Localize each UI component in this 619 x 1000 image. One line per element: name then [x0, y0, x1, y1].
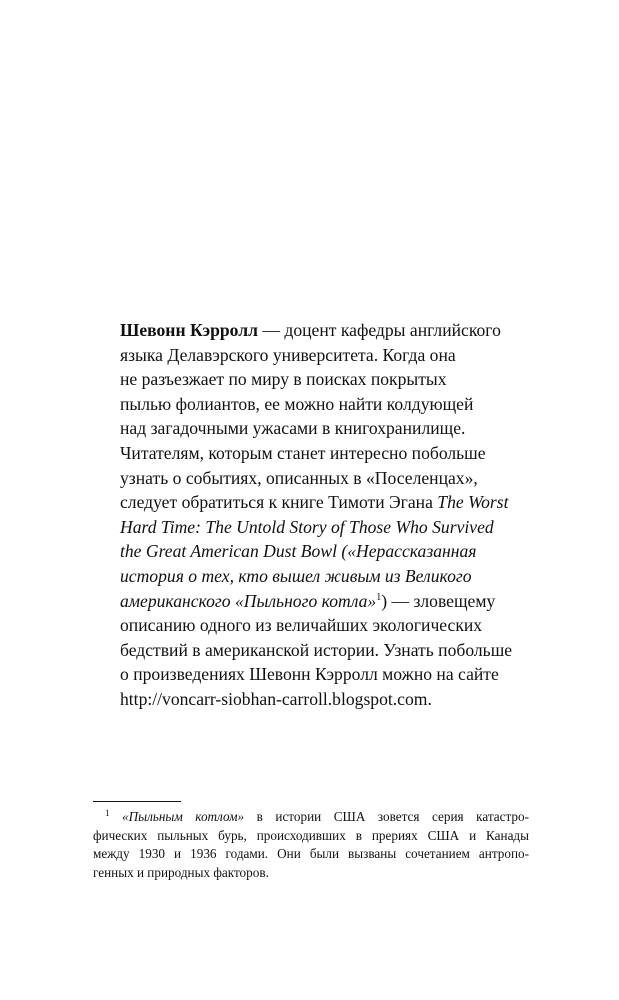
book-title-italic: история о тех, кто вышел живым из Великого	[120, 565, 472, 586]
bio-line: бедствий в американской истории. Узнать побольше	[120, 639, 513, 660]
author-bio	[120, 318, 540, 712]
footnote	[93, 808, 529, 882]
bio-line: описанию одного из величайших экологических	[120, 615, 483, 636]
bio-line: американского «Пыльного котла»$^1$) — зловещему	[120, 590, 496, 611]
bio-line	[120, 515, 540, 540]
bio-line: над загадочными ужасами в книгохранилище.	[120, 418, 466, 439]
bio-line: Шевонн Кэрролл — доцент кафедры английского	[120, 320, 501, 340]
bio-line: Читателям, которым станет интересно побольше	[120, 442, 486, 463]
footnote-line: между 1930 и 1936 годами. Они были вызваны сочетанием антропо-	[93, 846, 529, 862]
book-title-italic: американского «Пыльного котла»	[120, 590, 377, 611]
author-name: Шевонн Кэрролл	[120, 320, 258, 340]
website-url: http://voncarr-siobhan-carroll.blogspot.com.	[120, 688, 432, 709]
bio-line: узнать о событиях, описанных в «Поселенцах»,	[120, 467, 478, 488]
bio-line: не разъезжает по миру в поисках покрытых	[120, 369, 447, 390]
footnote-line: фических пыльных бурь, происходивших в прериях США и Канады	[93, 827, 529, 843]
book-title-italic: Hard Time: The Untold Story of Those Who Survived	[120, 516, 494, 537]
book-title-italic: the Great American Dust Bowl («Нерассказанная	[120, 541, 477, 562]
book-title-italic: The Worst	[437, 492, 509, 513]
bio-line: языка Делавэрского университета. Когда она	[120, 344, 456, 365]
bio-line: следует обратиться к книге Тимоти Эгана The Worst	[120, 492, 509, 513]
footnote-divider	[93, 801, 181, 802]
footnote-line: генных и природных факторов.	[93, 864, 269, 880]
footnote-reference: 1	[376, 591, 382, 603]
footnote-line: $^1$ «Пыльным котлом» в истории США зовется серия катастро-	[105, 807, 529, 824]
bio-line	[120, 564, 540, 589]
footnote-marker: 1	[105, 807, 110, 818]
bio-line	[120, 539, 540, 564]
bio-line: о произведениях Шевонн Кэрролл можно на сайте	[120, 664, 499, 685]
bio-line: пылью фолиантов, ее можно найти колдующей	[120, 393, 474, 414]
